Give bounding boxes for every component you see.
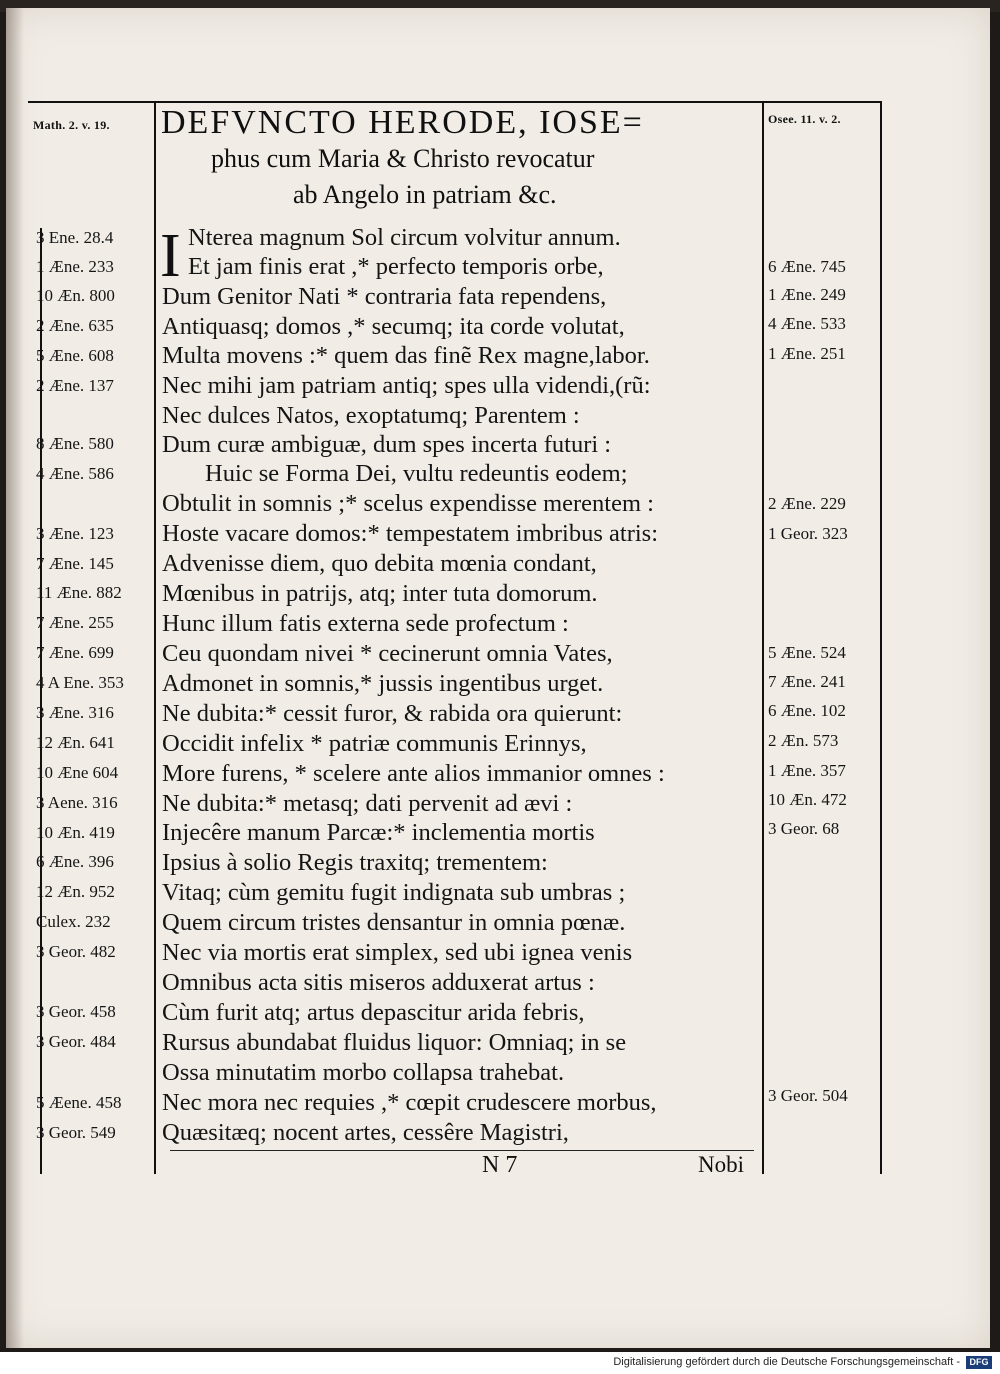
left-margin-ref: 3 Ene. 28.4 (36, 228, 114, 247)
left-margin-ref: 4 A Ene. 353 (36, 673, 124, 692)
right-margin-ref: 1 Æne. 357 (768, 761, 846, 780)
signature-mark: N 7 (482, 1152, 518, 1178)
verse-line: Occidit infelix * patriæ communis Erinnys, (162, 730, 587, 757)
left-margin-ref: 10 Æne 604 (36, 763, 119, 782)
verse-line: Quæsitæq; nocent artes, cessêre Magistri, (162, 1119, 569, 1146)
right-margin-ref: 3 Geor. 504 (768, 1086, 848, 1105)
verse-line: Hunc illum fatis externa sede profectum : (162, 610, 569, 637)
page-gutter-shadow (6, 8, 24, 1348)
right-margin-ref: 6 Æne. 102 (768, 701, 846, 720)
right-margin-ref: 10 Æn. 472 (768, 790, 847, 809)
right-margin-ref: 6 Æne. 745 (768, 257, 846, 276)
verse-line: Dum Genitor Nati * contraria fata rependens, (162, 283, 607, 310)
verse-line: Nec via mortis erat simplex, sed ubi ignea venis (162, 939, 633, 966)
verse-line: Nec mihi jam patriam antiq; spes ulla videndi,(rũ: (162, 372, 651, 399)
left-margin-ref: 12 Æn. 952 (36, 882, 115, 901)
left-margin-ref: 3 Æne. 123 (36, 524, 114, 543)
verse-line: Cùm furit atq; artus depascitur arida febris, (162, 999, 585, 1026)
header-margin-ref-right: Osee. 11. v. 2. (768, 112, 841, 126)
verse-line: Advenisse diem, quo debita mœnia condant, (162, 550, 597, 577)
right-margin-ref: 2 Æn. 573 (768, 731, 839, 750)
right-margin-ref: 1 Æne. 251 (768, 344, 846, 363)
left-margin-ref: 5 Æne. 608 (36, 346, 114, 365)
left-margin-ref: 3 Geor. 458 (36, 1002, 116, 1021)
right-margin-ref: 5 Æne. 524 (768, 643, 846, 662)
text-bottom-rule (170, 1150, 754, 1151)
frame-top-rule (28, 101, 882, 103)
left-margin-ref: 11 Æne. 882 (36, 583, 122, 602)
verse-line: Rursus abundabat fluidus liquor: Omniaq; in se (162, 1029, 627, 1056)
catchword: Nobi (698, 1152, 744, 1177)
verse-line: Huic se Forma Dei, vultu redeuntis eodem; (205, 460, 628, 487)
verse-line: Admonet in somnis,* jussis ingentibus urget. (162, 670, 604, 697)
verse-line: More furens, * scelere ante alios immanior omnes : (162, 760, 665, 787)
verse-line: Injecêre manum Parcæ:* inclementia mortis (162, 819, 595, 846)
verse-line: Antiquasq; domos ,* secumq; ita corde volutat, (162, 313, 625, 340)
left-margin-ref: 3 Geor. 484 (36, 1032, 116, 1051)
left-margin-ref: 4 Æne. 586 (36, 464, 114, 483)
left-margin-ref: 7 Æne. 255 (36, 613, 114, 632)
right-margin-ref: 3 Geor. 68 (768, 819, 840, 838)
dfg-logo: DFG (966, 1356, 992, 1369)
verse-line: Multa movens :* quem das finẽ Rex magne,labor. (162, 342, 650, 369)
verse-line: Ceu quondam nivei * cecinerunt omnia Vates, (162, 640, 613, 667)
left-margin-ref: 7 Æne. 145 (36, 554, 114, 573)
left-margin-ref: 3 Geor. 482 (36, 942, 116, 961)
left-margin-ref: 5 Æene. 458 (36, 1093, 122, 1112)
left-margin-ref: 8 Æne. 580 (36, 434, 114, 453)
left-margin-ref: Culex. 232 (36, 912, 111, 931)
verse-line: Nterea magnum Sol circum volvitur annum. (188, 224, 621, 251)
drop-cap: I (160, 222, 181, 290)
heading-line-2: phus cum Maria & Christo revocatur (211, 144, 595, 173)
verse-line: Hoste vacare domos:* tempestatem imbribus atris: (162, 520, 659, 547)
verse-line: Dum curæ ambiguæ, dum spes incerta futuri : (162, 431, 612, 458)
left-margin-ref: 2 Æne. 635 (36, 316, 114, 335)
right-margin-ref: 1 Geor. 323 (768, 524, 848, 543)
left-margin-ref: 6 Æne. 396 (36, 852, 114, 871)
verse-line: Ne dubita:* cessit furor, & rabida ora quierunt: (162, 700, 623, 727)
right-margin-ref: 2 Æne. 229 (768, 494, 846, 513)
header-margin-ref-left: Math. 2. v. 19. (33, 118, 110, 132)
left-margin-ref: 7 Æne. 699 (36, 643, 114, 662)
verse-line: Omnibus acta sitis miseros adduxerat artus : (162, 969, 595, 996)
verse-line: Nec dulces Natos, exoptatumq; Parentem : (162, 402, 580, 429)
verse-line: Quem circum tristes densantur in omnia pœnæ. (162, 909, 626, 936)
left-margin-ref: 1 Æne. 233 (36, 257, 114, 276)
heading-line-3: ab Angelo in patriam &c. (293, 180, 557, 209)
right-margin-ref: 4 Æne. 533 (768, 314, 846, 333)
verse-line: Et jam finis erat ,* perfecto temporis orbe, (188, 253, 604, 280)
right-margin-ref: 1 Æne. 249 (768, 285, 846, 304)
left-margin-ref: 3 Aene. 316 (36, 793, 118, 812)
frame-right-inner-rule (762, 102, 764, 1174)
frame-left-inner-rule (154, 102, 156, 1174)
verse-line: Mœnibus in patrijs, atq; inter tuta domorum. (162, 580, 598, 607)
left-margin-ref: 10 Æn. 800 (36, 286, 115, 305)
left-margin-ref: 12 Æn. 641 (36, 733, 115, 752)
verse-line: Ossa minutatim morbo collapsa trahebat. (162, 1059, 565, 1086)
verse-line: Ne dubita:* metasq; dati pervenit ad ævi : (162, 790, 573, 817)
left-margin-ref: 3 Æne. 316 (36, 703, 114, 722)
left-margin-ref: 2 Æne. 137 (36, 376, 114, 395)
right-margin-ref: 7 Æne. 241 (768, 672, 846, 691)
heading-line-1: DEFVNCTO HERODE, IOSE= (161, 104, 644, 141)
funding-credit: Digitalisierung gefördert durch die Deutsche Forschungsgemeinschaft - (613, 1356, 960, 1368)
left-margin-ref: 10 Æn. 419 (36, 823, 115, 842)
verse-line: Vitaq; cùm gemitu fugit indignata sub umbras ; (162, 879, 626, 906)
verse-line: Obtulit in somnis ;* scelus expendisse merentem : (162, 490, 654, 517)
verse-line: Nec mora nec requies ,* cœpit crudescere morbus, (162, 1089, 657, 1116)
verse-line: Ipsius à solio Regis traxitq; trementem: (162, 849, 548, 876)
left-margin-ref: 3 Geor. 549 (36, 1123, 116, 1142)
